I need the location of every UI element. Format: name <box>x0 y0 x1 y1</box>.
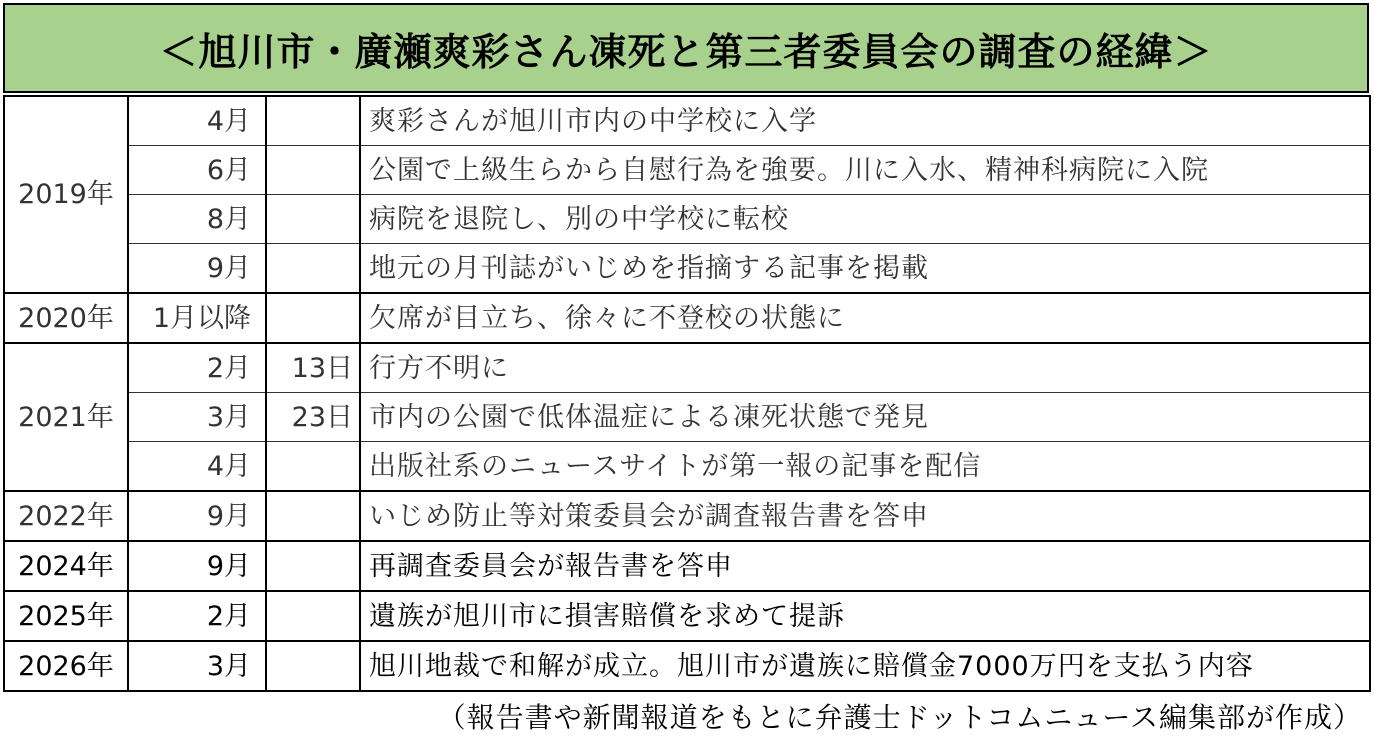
table-row <box>4 343 1370 393</box>
event-cell: 遺族が旭川市に損害賠償を求めて提訴 <box>360 591 1370 641</box>
month-cell: 9月 <box>128 541 266 591</box>
year-cell: 2026年 <box>4 641 128 691</box>
day-cell <box>266 293 360 343</box>
timeline-table <box>3 95 1371 692</box>
table-row <box>4 541 1370 591</box>
month-cell: 2月 <box>128 591 266 641</box>
month-cell: 3月 <box>128 641 266 691</box>
month-cell: 2月 <box>128 343 266 393</box>
month-cell: 1月以降 <box>128 293 266 343</box>
month-cell: 9月 <box>128 491 266 541</box>
event-cell: 爽彩さんが旭川市内の中学校に入学 <box>360 96 1370 146</box>
month-cell: 9月 <box>128 244 266 294</box>
event-cell: いじめ防止等対策委員会が調査報告書を答申 <box>360 491 1370 541</box>
table-row <box>4 641 1370 691</box>
day-cell <box>266 641 360 691</box>
event-cell: 行方不明に <box>360 343 1370 393</box>
year-cell: 2022年 <box>4 491 128 541</box>
table-row <box>4 442 1370 492</box>
table-row <box>4 591 1370 641</box>
month-cell: 4月 <box>128 442 266 492</box>
day-cell <box>266 146 360 195</box>
day-cell <box>266 491 360 541</box>
day-cell <box>266 195 360 244</box>
source-note: （報告書や新聞報道をもとに弁護士ドットコムニュース編集部が作成） <box>437 701 1362 734</box>
day-cell <box>266 442 360 492</box>
table-row <box>4 146 1370 195</box>
table-row <box>4 96 1370 146</box>
year-cell: 2025年 <box>4 591 128 641</box>
page-title: ＜旭川市・廣瀬爽彩さん凍死と第三者委員会の調査の経緯＞ <box>3 3 1369 93</box>
day-cell <box>266 96 360 146</box>
table-row <box>4 293 1370 343</box>
event-cell: 地元の月刊誌がいじめを指摘する記事を掲載 <box>360 244 1370 294</box>
day-cell <box>266 591 360 641</box>
table-row <box>4 244 1370 294</box>
month-cell: 3月 <box>128 393 266 442</box>
table-row <box>4 393 1370 442</box>
day-cell: 23日 <box>266 393 360 442</box>
year-cell: 2021年 <box>4 343 128 491</box>
table-row <box>4 195 1370 244</box>
year-cell: 2019年 <box>4 96 128 293</box>
year-cell: 2024年 <box>4 541 128 591</box>
day-cell <box>266 244 360 294</box>
day-cell <box>266 541 360 591</box>
event-cell: 出版社系のニュースサイトが第一報の記事を配信 <box>360 442 1370 492</box>
event-cell: 旭川地裁で和解が成立。旭川市が遺族に賠償金7000万円を支払う内容 <box>360 641 1370 691</box>
month-cell: 8月 <box>128 195 266 244</box>
month-cell: 6月 <box>128 146 266 195</box>
event-cell: 病院を退院し、別の中学校に転校 <box>360 195 1370 244</box>
table-row <box>4 491 1370 541</box>
event-cell: 再調査委員会が報告書を答申 <box>360 541 1370 591</box>
year-cell: 2020年 <box>4 293 128 343</box>
day-cell: 13日 <box>266 343 360 393</box>
event-cell: 公園で上級生らから自慰行為を強要。川に入水、精神科病院に入院 <box>360 146 1370 195</box>
event-cell: 欠席が目立ち、徐々に不登校の状態に <box>360 293 1370 343</box>
event-cell: 市内の公園で低体温症による凍死状態で発見 <box>360 393 1370 442</box>
month-cell: 4月 <box>128 96 266 146</box>
